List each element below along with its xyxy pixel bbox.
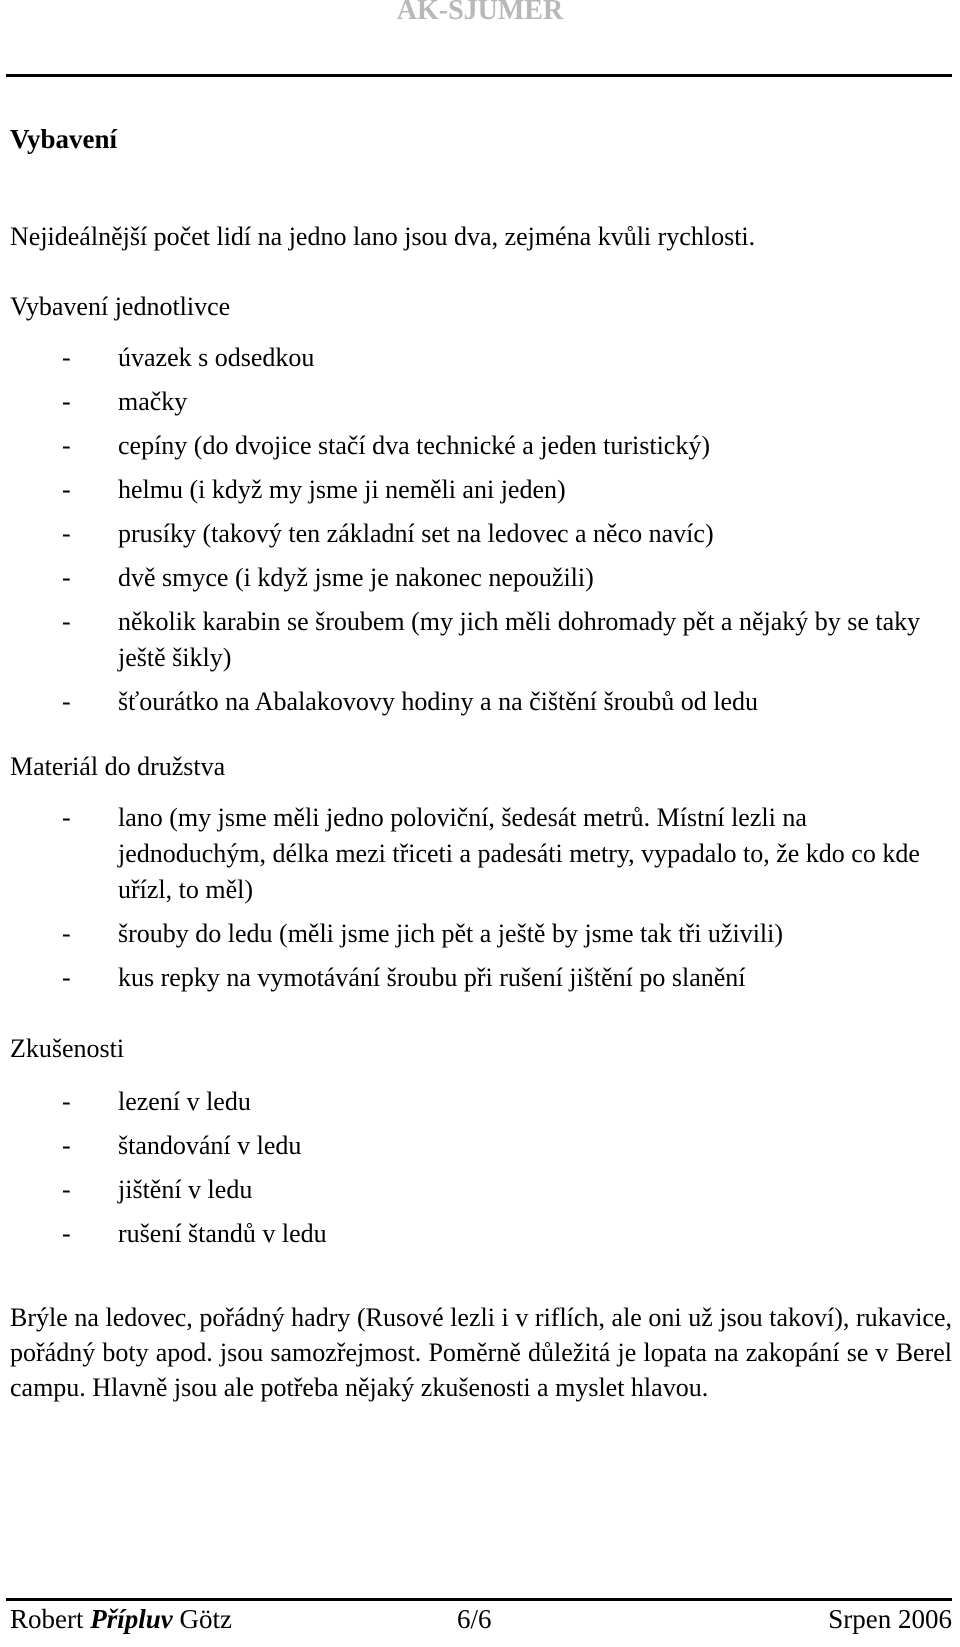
list-item-text: helmu (i když my jsme ji neměli ani jeden) [118, 475, 566, 504]
list-marker: - [62, 803, 71, 832]
list-individual-gear [62, 340, 952, 728]
list-marker: - [62, 1087, 71, 1116]
list-item-text: cepíny (do dvojice stačí dva technické a jeden turistický) [118, 431, 710, 460]
list-marker: - [62, 1175, 71, 1204]
footer-page-number: 6/6 [457, 1604, 492, 1634]
list-marker: - [62, 1219, 71, 1248]
list-item-text: úvazek s odsedkou [118, 343, 315, 372]
list-marker: - [62, 1131, 71, 1160]
list-item-text: mačky [118, 387, 188, 416]
footer-date: Srpen 2006 [828, 1604, 952, 1634]
closing-paragraph: Brýle na ledovec, pořádný hadry (Rusové lezli i v riflích, ale oni už jsou takoví), rukavice, pořádný boty apod. jsou samozřejmost. Poměrně důležitá je lopata na zakopání se v Berel campu. Hlavně jsou ale potřeba nějaký zkušenosti a myslet hlavou. [10, 1303, 952, 1402]
intro-text: Nejideálnější počet lidí na jedno lano jsou dva, zejména kvůli rychlosti. [10, 222, 756, 251]
list-marker: - [62, 431, 71, 460]
list-item-text: dvě smyce (i když jsme je nakonec nepoužili) [118, 563, 594, 592]
group-title-experience: Zkušenosti [10, 1034, 125, 1063]
list-marker: - [62, 563, 71, 592]
list-item [62, 916, 952, 952]
page-footer [10, 1604, 952, 1640]
list-team-gear [62, 800, 952, 1004]
list-item-text: šťourátko na Abalakovovy hodiny a na čištění šroubů od ledu [118, 687, 759, 716]
list-item-text: jištění v ledu [118, 1175, 253, 1204]
list-item-text: několik karabin se šroubem (my jich měli dohromady pět a nějaký by se taky ještě šikly) [118, 607, 921, 672]
list-marker: - [62, 607, 71, 636]
list-item [62, 472, 952, 508]
list-marker: - [62, 963, 71, 992]
header-divider [6, 74, 952, 77]
footer-divider [6, 1598, 952, 1601]
list-item-text: lezení v ledu [118, 1087, 251, 1116]
list-item [62, 1084, 952, 1120]
list-item [62, 384, 952, 420]
list-item [62, 1172, 952, 1208]
list-item [62, 684, 952, 720]
list-item-text: kus repky na vymotávání šroubu při rušení jištění po slanění [118, 963, 746, 992]
list-marker: - [62, 687, 71, 716]
group-title-individual: Vybavení jednotlivce [10, 292, 231, 321]
page-header-title: AK-SJUMER [396, 0, 564, 26]
list-item-text: šrouby do ledu (měli jsme jich pět a ještě by jsme tak tři uživili) [118, 919, 784, 948]
list-item-text: prusíky (takový ten základní set na ledovec a něco navíc) [118, 519, 714, 548]
list-marker: - [62, 387, 71, 416]
list-item [62, 604, 952, 676]
footer-author-nickname: Přípluv [90, 1604, 173, 1634]
list-item [62, 1128, 952, 1164]
list-marker: - [62, 475, 71, 504]
list-item [62, 1216, 952, 1252]
list-item [62, 516, 952, 552]
list-item-text: rušení štandů v ledu [118, 1219, 327, 1248]
list-item [62, 428, 952, 464]
list-item [62, 800, 952, 908]
group-title-team: Materiál do družstva [10, 752, 226, 781]
section-heading: Vybavení [10, 124, 118, 154]
list-item [62, 960, 952, 996]
list-experience [62, 1084, 952, 1260]
list-item [62, 560, 952, 596]
list-marker: - [62, 343, 71, 372]
list-item-text: štandování v ledu [118, 1131, 302, 1160]
list-marker: - [62, 919, 71, 948]
list-item [62, 340, 952, 376]
footer-author: Robert Přípluv Götz [10, 1604, 232, 1634]
list-marker: - [62, 519, 71, 548]
list-item-text: lano (my jsme měli jedno poloviční, šedesát metrů. Místní lezli na jednoduchým, délka mezi třiceti a padesáti metry, vypadalo to, že kdo co kde uřízl, to měl) [118, 803, 920, 904]
